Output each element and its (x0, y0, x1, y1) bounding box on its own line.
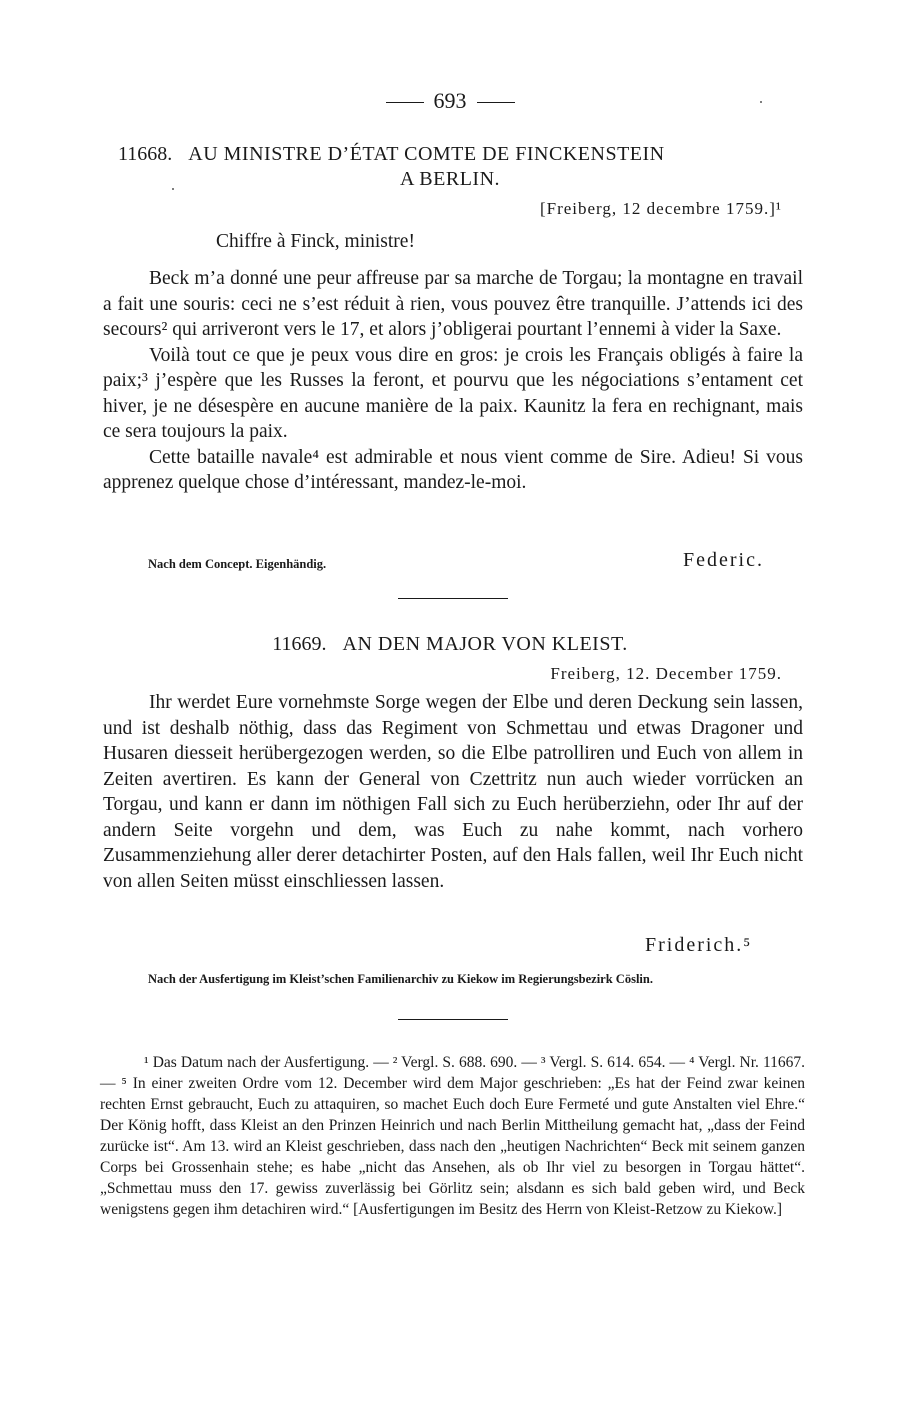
page-number-dash-right (477, 102, 515, 103)
scan-speck (172, 188, 174, 190)
letter1-heading-line2 (0, 166, 900, 192)
letter1-paragraph-1: Beck m’a donné une peur affreuse par sa marche de Torgau; la montagne en travail a fait une souris: ceci ne s’est réduit à rien, vous pouvez être tranquille. J’attends ici des secours² qui arriveront vers le 17, et alors j’obligerai pourtant l’ennemi à vider la Saxe. (103, 268, 803, 340)
footnote-divider (398, 1019, 508, 1020)
page-number-dash-left (386, 102, 424, 103)
letter1-paragraph-2: Voilà tout ce que je peux vous dire en gros: je crois les Français obligés à faire la paix;³ j’espère que les Russes la feront, et pourvu que les négociations s’entament cet hiver, je ne désespère en aucune manière de la paix. Kaunitz la fera en rechignant, mais ce sera toujours la paix. (103, 344, 803, 442)
letter2-signature: Friderich.⁵ (645, 934, 753, 956)
letter1-title-line1: AU MINISTRE D’ÉTAT COMTE DE FINCKENSTEIN (188, 143, 665, 165)
letter2-paragraph: Ihr werdet Eure vornehmste Sorge wegen der Elbe und deren Deckung sein lassen, und ist deshalb nöthig, dass das Regiment von Schmettau und etwas Dragoner und Husaren diesseit herübergezogen werden, so die Elbe patrolliren und Euch von allem in Zeiten avertiren. Es kann der General von Czettritz nun auch wieder vorrücken an Torgau, und kann er dann im nöthigen Fall sich zu Euch herüberziehn, oder Ihr auf der andern Seite vorgehn und dem, was Euch zu nahe kommt, nach vorhero Zusammenziehung aller derer detachirter Posten, auf den Hals fallen, weil Ihr Euch nicht von allen Seiten müsst einschliessen lassen. (103, 692, 803, 892)
letter1-date: [Freiberg, 12 decembre 1759.]¹ (539, 199, 782, 218)
letter2-body (103, 690, 803, 894)
letter1-signature: Federic. (683, 549, 764, 571)
letter1-source-note: Nach dem Concept. Eigenhändig. (148, 557, 327, 571)
letter2-number: 11669. (272, 633, 327, 655)
letter2-title: AN DEN MAJOR VON KLEIST. (342, 633, 628, 655)
letter1-heading (118, 141, 798, 167)
letter1-body (103, 266, 803, 496)
letter2-source-note: Nach der Ausfertigung im Kleist’schen Familienarchiv zu Kiekow im Regierungsbezirk Cöslin. (148, 972, 653, 986)
letter1-paragraph-3: Cette bataille navale⁴ est admirable et nous vient comme de Sire. Adieu! Si vous apprenez quelque chose d’intéressant, mandez-le-moi. (103, 446, 803, 493)
scan-speck (760, 101, 762, 103)
letter1-salutation (216, 229, 616, 255)
letter2-heading (0, 631, 900, 657)
letter1-number: 11668. (118, 143, 173, 165)
page-number (0, 88, 900, 114)
letter1-title-line2: A BERLIN. (399, 168, 501, 190)
salutation-text: Chiffre à Finck, ministre! (216, 231, 415, 252)
letter2-date: Freiberg, 12. December 1759. (550, 664, 782, 683)
page-number-value: 693 (433, 88, 467, 113)
footnotes-text: ¹ Das Datum nach der Ausfertigung. — ² Vergl. S. 688. 690. — ³ Vergl. S. 614. 654. — ⁴ Vergl. Nr. 11667. — ⁵ In einer zweiten Ordre vom 12. December wird dem Major geschrieben: „Es hat der Feind zwar keinen rechten Ernst gebraucht, Euch zu attaquiren, so machet Euch doch Eure Fermeté und gute Anstalten viel Ehre.“ Der König hofft, dass Kleist an den Prinzen Heinrich und nach Berlin Mittheilung gemacht hat, „dass der Feind zurücke ist“. Am 13. wird an Kleist geschrieben, dass nach den „heutigen Nachrichten“ Beck mit seinem ganzen Corps bei Grossenhain stehe; es habe „nicht das Ansehen, als ob Ihr viel zu besorgen in Torgau hättet“. „Schmettau muss den 17. gewiss zuverlässig bei Görlitz sein; alsdann es sich bald geben wird, und Beck wenigstens gegen ihm detachiren wird.“ [Ausfertigungen im Besitz des Herrn von Kleist-Retzow zu Kiekow.] (100, 1054, 805, 1218)
section-divider (398, 598, 508, 599)
footnotes (100, 1052, 805, 1220)
